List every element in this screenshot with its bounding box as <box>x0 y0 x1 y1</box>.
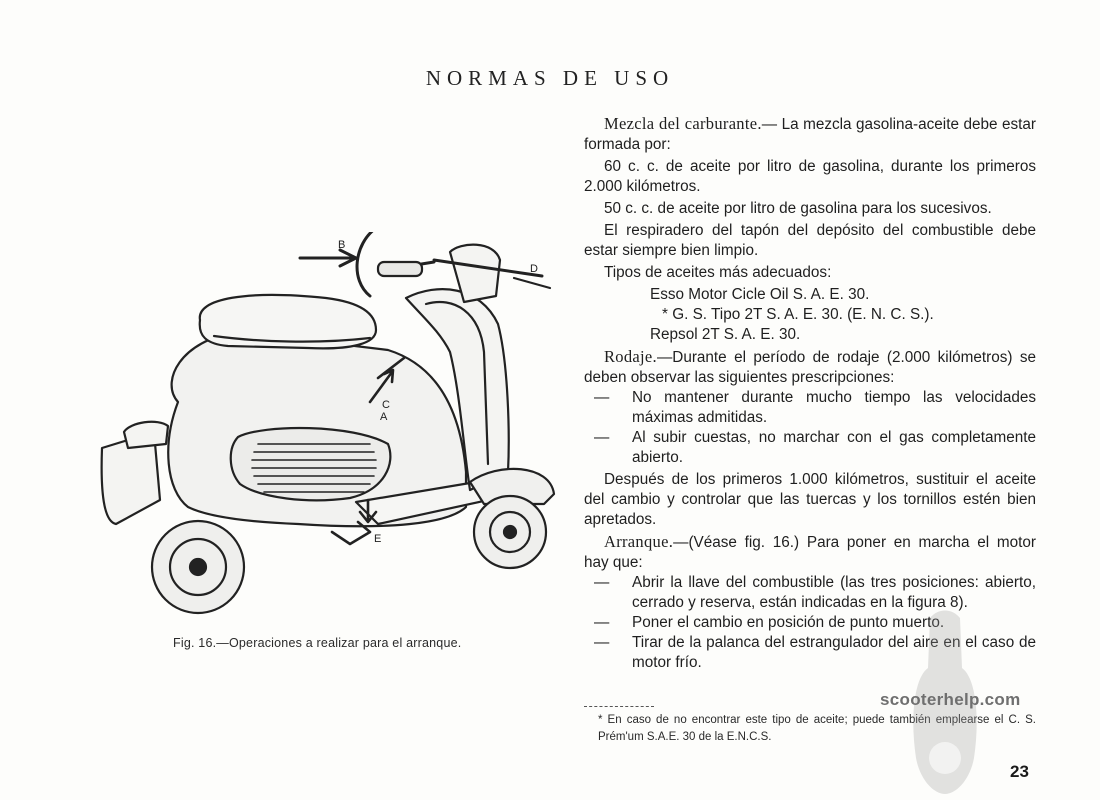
oils-intro: Tipos de aceites más adecuados: <box>604 264 832 281</box>
footnote-text: * En caso de no encontrar este tipo de aceite; puede también emplearse el C. S. Prém'um S.A.E. 30 de la E.N.C.S. <box>598 714 1036 743</box>
scooter-illustration <box>88 232 558 617</box>
paragraph: El respiradero del tapón del depósito del combustible debe estar siempre bien limpio. <box>584 222 1036 259</box>
list-item: — Tirar de la palanca del estrangulador del aire en el caso de motor frío. <box>594 634 1036 671</box>
section-heading-mezcla: Mezcla del carburante. <box>604 114 762 133</box>
paragraph: 60 c. c. de aceite por litro de gasolina, durante los primeros 2.000 kilómetros. <box>584 158 1036 195</box>
oil-item: * G. S. Tipo 2T S. A. E. 30. (E. N. C. S.). <box>662 306 934 323</box>
footnote-divider <box>584 706 654 707</box>
arrow-d <box>514 278 550 288</box>
fuel-dial <box>357 232 376 296</box>
list-item: — No mantener durante mucho tiempo las velocidades máximas admitidas. <box>594 389 1036 426</box>
figure-caption: Fig. 16.—Operaciones a realizar para el arranque. <box>173 636 462 650</box>
callout-e: E <box>374 533 382 545</box>
section-heading-arranque: Arranque. <box>604 532 674 551</box>
oil-list <box>604 285 1036 345</box>
mezcla-intro-paragraph: Mezcla del carburante.— La mezcla gasolina-aceite debe estar formada por: <box>584 114 1036 153</box>
body-text <box>584 114 1036 673</box>
list-item: — Al subir cuestas, no marchar con el gas completamente abierto. <box>594 429 1036 466</box>
oil-item: Esso Motor Cicle Oil S. A. E. 30. <box>650 286 870 303</box>
rodaje-intro-paragraph: Rodaje.—Durante el período de rodaje (2.000 kilómetros) se deben observar las siguientes prescripciones: <box>584 347 1036 386</box>
rear-light <box>124 422 168 448</box>
callout-c: C <box>382 399 390 411</box>
engine-cowl <box>231 428 391 500</box>
callout-d: D <box>530 263 538 275</box>
callout-b: B <box>338 239 346 251</box>
paragraph: Después de los primeros 1.000 kilómetros, sustituir el aceite del cambio y controlar que las tuercas y los tornillos estén bien apretados. <box>584 471 1036 528</box>
list-item: — Poner el cambio en posición de punto muerto. <box>594 614 945 631</box>
watermark-text: scooterhelp.com <box>880 690 1021 709</box>
section-heading-rodaje: Rodaje. <box>604 347 657 366</box>
page-number: 23 <box>1010 762 1029 781</box>
callout-a: A <box>380 411 388 423</box>
arranque-intro-paragraph: Arranque.—(Véase fig. 16.) Para poner en marcha el motor hay que: <box>584 532 1036 571</box>
oil-item: Repsol 2T S. A. E. 30. <box>650 326 801 343</box>
list-item: — Abrir la llave del combustible (las tres posiciones: abierto, cerrado y reserva, están indicadas en la figura 8). <box>594 574 1036 611</box>
arrow-b <box>300 250 356 266</box>
paragraph: 50 c. c. de aceite por litro de gasolina para los sucesivos. <box>604 200 992 217</box>
page-title: NORMAS DE USO <box>425 66 675 90</box>
